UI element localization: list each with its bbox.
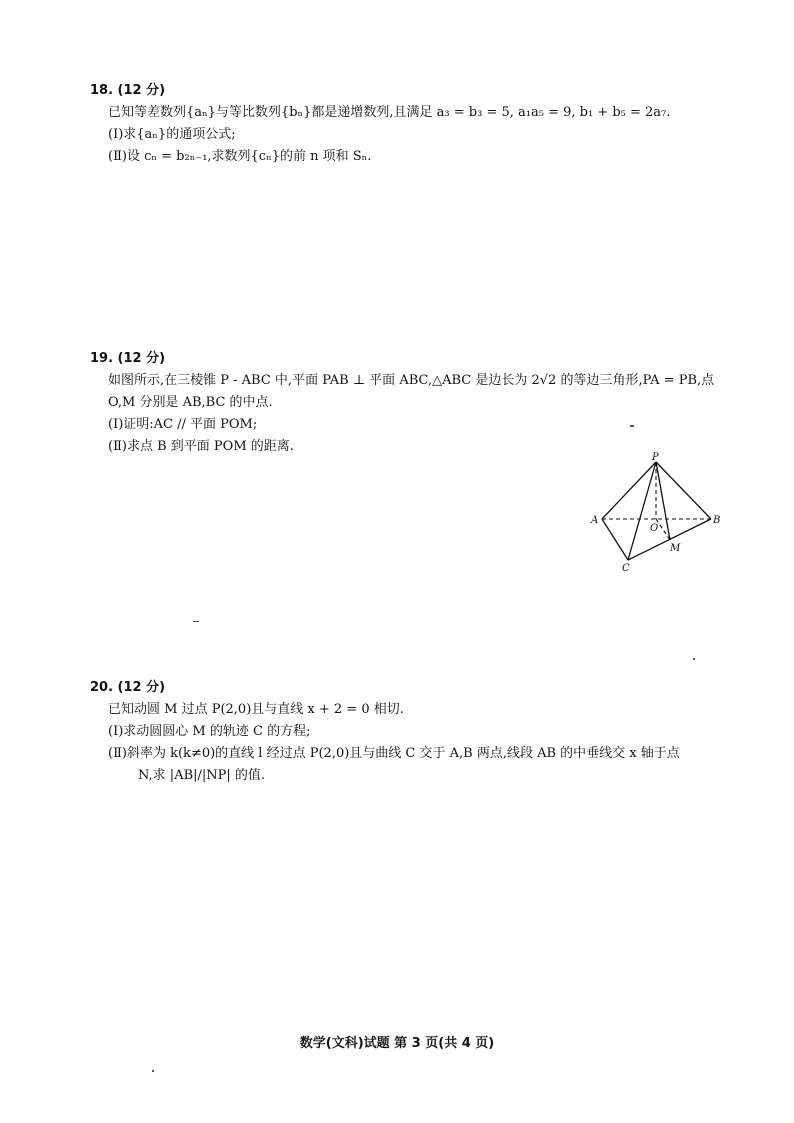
- question-19-part-1: (Ⅰ)证明:AC // 平面 POM;: [108, 417, 258, 432]
- label-O: O: [650, 523, 659, 534]
- edge-AC: [602, 519, 628, 560]
- question-19: [90, 348, 730, 458]
- question-20-part-1: (Ⅰ)求动圆圆心 M 的轨迹 C 的方程;: [108, 724, 311, 739]
- question-18-header: 18. (12 分): [90, 83, 166, 98]
- question-19-header: 19. (12 分): [90, 351, 166, 366]
- question-18-part-2: (Ⅱ)设 cₙ = b₂ₙ₋₁,求数列{cₙ}的前 n 项和 Sₙ.: [108, 149, 372, 164]
- label-M: M: [670, 543, 681, 554]
- pyramid-figure: [588, 452, 728, 574]
- question-18-part-1: (Ⅰ)求{aₙ}的通项公式;: [108, 127, 236, 142]
- question-18-stem: 已知等差数列{aₙ}与等比数列{bₙ}都是递增数列,且满足 a₃ = b₃ = 5, a₁a₅ = 9, b₁ + b₅ = 2a₇.: [108, 105, 671, 120]
- question-20-part-2-line-1: (Ⅱ)斜率为 k(k≠0)的直线 l 经过点 P(2,0)且与曲线 C 交于 A,B 两点,线段 AB 的中垂线交 x 轴于点: [108, 746, 680, 761]
- scan-speck: [193, 621, 199, 622]
- label-C: C: [622, 563, 630, 574]
- label-B: B: [713, 515, 721, 526]
- scan-speck: [152, 1070, 154, 1072]
- question-20: [90, 677, 730, 787]
- question-20-header: 20. (12 分): [90, 680, 166, 695]
- page-footer: 数学(文科)试题 第 3 页(共 4 页): [299, 1036, 495, 1051]
- question-18: [90, 80, 730, 168]
- label-A: A: [591, 515, 599, 526]
- question-19-stem-line-2: O,M 分别是 AB,BC 的中点.: [108, 395, 273, 410]
- question-20-part-2-line-2: N,求 |AB|/|NP| 的值.: [138, 768, 266, 783]
- question-19-part-2: (Ⅱ)求点 B 到平面 POM 的距离.: [108, 439, 294, 454]
- scan-speck: [630, 425, 634, 427]
- scan-speck: [693, 658, 695, 660]
- question-19-stem-line-1: 如图所示,在三棱锥 P - ABC 中,平面 PAB ⊥ 平面 ABC,△ABC 是边长为 2√2 的等边三角形,PA = PB,点: [108, 373, 715, 388]
- question-20-stem: 已知动圆 M 过点 P(2,0)且与直线 x + 2 = 0 相切.: [108, 702, 404, 717]
- label-P: P: [652, 452, 659, 463]
